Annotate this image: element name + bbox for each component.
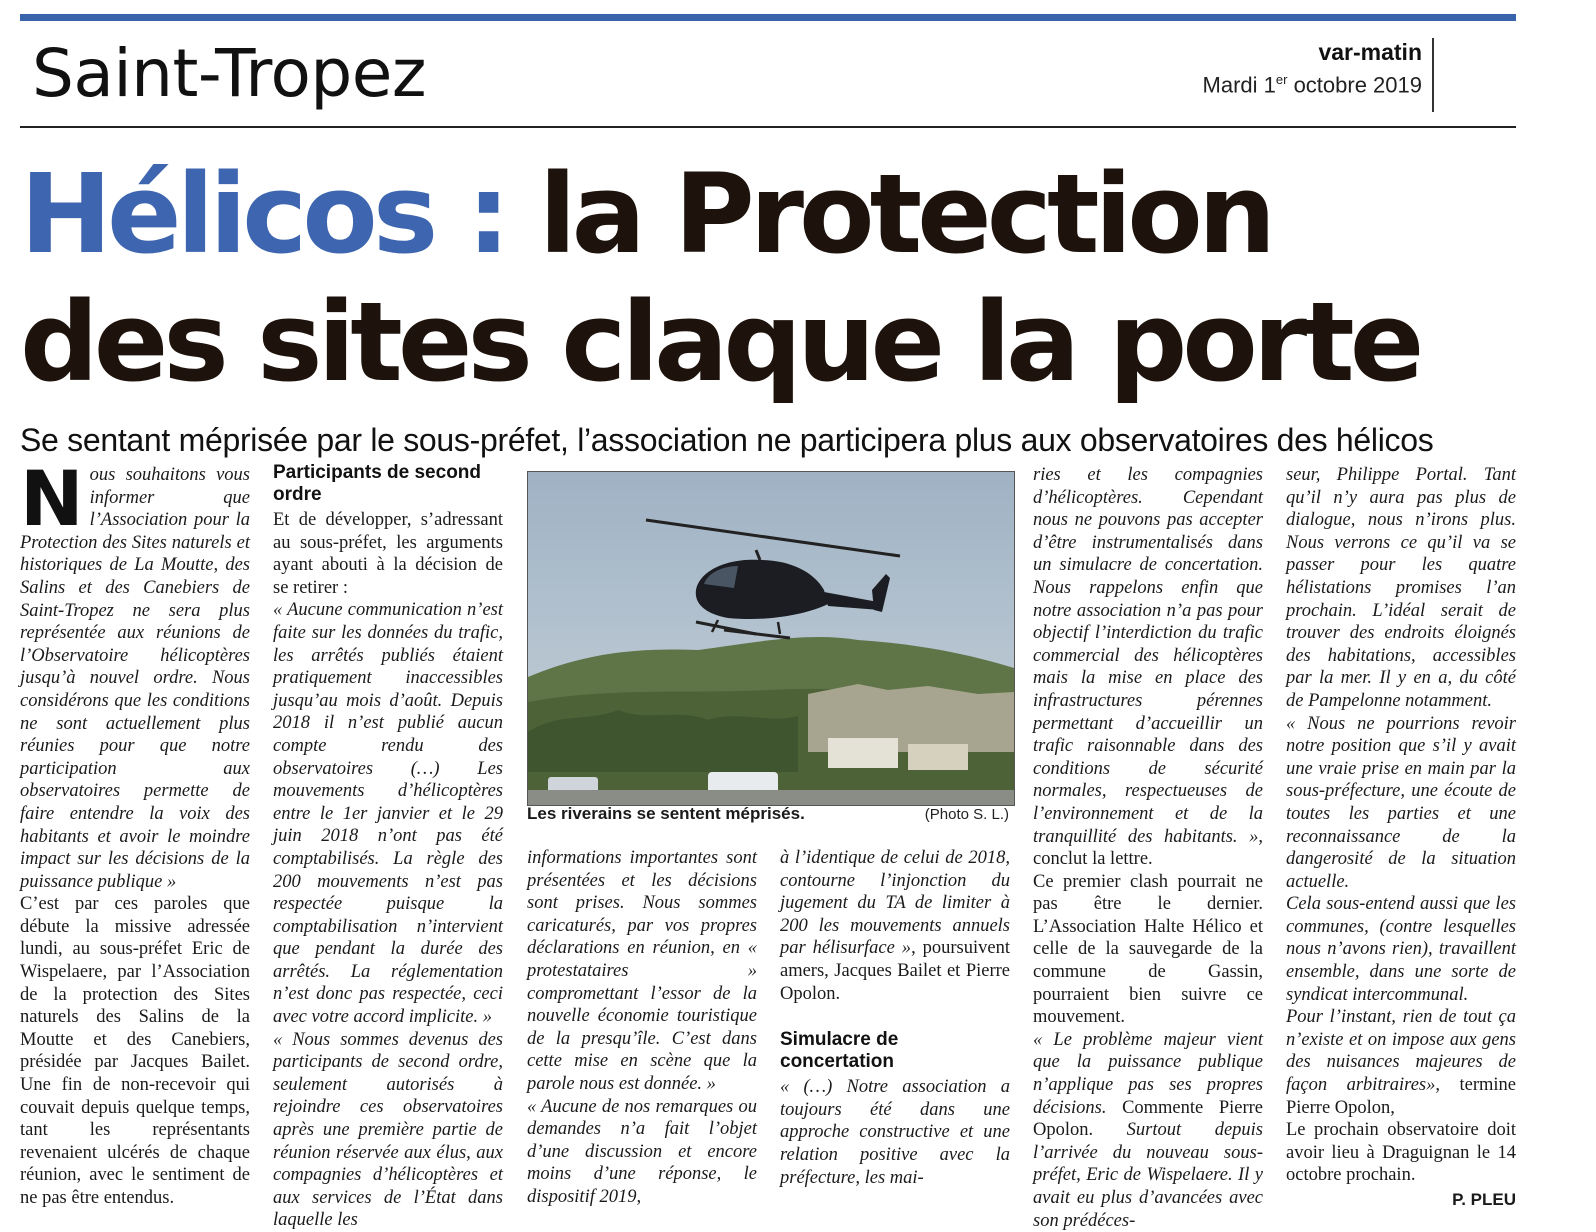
newspaper-name: var-matin <box>1318 39 1422 65</box>
headline-keyword: Hélicos : <box>20 150 506 278</box>
masthead <box>1203 38 1422 99</box>
article-column-4: à l’identique de celui de 2018, contourne l’injonction du jugement du TA de limiter à 200 les mouvements annuels par hélisurface », poursuivent amers, Jacques Bailet et Pierre Opolon. Simulacre de concertation « (…) Notre association a toujours été dans une approche constructive et une relation positive avec la préfecture, les mai- <box>780 848 1010 1188</box>
intertitle: Participants de second ordre <box>273 462 482 505</box>
drop-cap: N <box>20 454 84 543</box>
header-rule <box>20 126 1516 128</box>
intertitle: Simulacre de concertation <box>780 1029 899 1073</box>
photo-credit: (Photo S. L.) <box>924 806 1009 823</box>
article-column-1: N ous souhaitons vous informer que l’Association pour la Protection des Sites naturels et historiques de La Moutte, des Salins et des Canebiers de Saint-Tropez ne sera plus représentée aux réunions de l’Observatoire hélicoptères jusqu’à nouvel ordre. Nous considérons que les conditions ne sont actuellement plus réunies pour que notre participation aux observatoires permette de faire entendre la voix des habitants et avoir le moindre impact sur les décisions de la puissance publique » C’est par ces paroles que débute la missive adressée lundi, au sous-préfet Eric de Wispelaere, par l’Association de la protection des Sites naturels des Salins de la Moutte et des Canebiers, présidée par Jacques Bailet. Une fin de non-recevoir qui couvait depuis quelque temps, tant les représentants revenaient ulcérés de chaque réunion, avec le sentiment de ne pas être entendus. <box>20 454 250 1208</box>
caption-text: Les riverains se sentent méprisés. <box>527 804 805 823</box>
top-color-bar <box>20 14 1516 21</box>
article-column-3: informations importantes sont présentées et les décisions sont prises. Nous sommes caricaturés, par vos propres déclarations en réunion, en « protestataires » compromettant l’essor de la nouvelle économie touristique de la presqu’île. C’est dans cette mise en scène que la parole nous est donnée. » « Aucune de nos remarques ou demandes n’a fait l’objet d’une discussion et encore moins d’une réponse, le dispositif 2019, <box>527 848 757 1207</box>
article-column-5: ries et les compagnies d’hélicoptères. Cependant nous ne pouvons pas accepter d’être instrumentalisés dans un simulacre de concertation. Nous rappelons enfin que notre association n’a pas pour objectif l’interdiction du trafic commercial des hélicoptères mais la mise en place des infrastructures pérennes permettant d’accueillir un trafic raisonnable dans des conditions de sécurité normales, respectueuses de l’environnement et de la tranquillité des habitants. », conclut la lettre. Ce premier clash pourrait ne pas être le dernier. L’Association Halte Hélico et celle de la sauvegarde de la commune de Gassin, pourraient bien suivre ce mouvement. « Le problème majeur vient que la puissance publique n’applique pas ses propres décisions. Commente Pierre Opolon. Surtout depuis l’arrivée du nouveau sous-préfet, Eric de Wispelaere. Il y avait eu plus d’avancées avec son prédéces- <box>1033 465 1263 1231</box>
article-headline: Hélicos : la Protection des sites claque la porte <box>20 150 1420 406</box>
helicopter-photo <box>527 471 1015 806</box>
article-column-2: Participants de second ordre Et de développer, s’adressant au sous-préfet, les arguments ayant abouti à la décision de se retirer : « Aucune communication n’est faite sur les données du trafic, les arrêtés publiés étaient pratiquement inaccessibles jusqu’au mois d’août. Depuis 2018 il n’est publié aucun compte rendu des observatoires (…) Les mouvements d’hélicoptères entre le 1er janvier et le 29 juin 2018 n’ont pas été comptabilisés. La règle des 200 mouvements n’est pas respectée puisque la comptabilisation n’intervient que pendant la durée des arrêtés. La réglementation n’est donc pas respectée, ceci avec votre accord implicite. » « Nous sommes devenus des participants de second ordre, seulement autorisés à rejoindre ces observatoires après une première partie de réunion réservée aux élus, aux compagnies d’hélicoptères et aux services de l’État dans laquelle les <box>273 462 503 1231</box>
publication-date: Mardi 1er octobre 2019 <box>1202 72 1422 98</box>
photo-caption <box>527 803 1013 827</box>
author-byline: P. PLEU <box>1452 1190 1516 1209</box>
section-title: Saint-Tropez <box>32 35 426 112</box>
helicopter-illustration <box>528 472 1014 805</box>
masthead-divider <box>1432 38 1434 112</box>
article-subhead: Se sentant méprisée par le sous-préfet, l’association ne participera plus aux observatoires des hélicos <box>20 422 1434 458</box>
article-column-6: seur, Philippe Portal. Tant qu’il n’y aura pas plus de dialogue, nous n’irons plus. Nous verrons ce qu’il va se passer pour les quatre hélistations promises l’an prochain. L’idéal serait de trouver des endroits éloignés des habitations, accessibles par la mer. Il y en a, du côté de Pampelonne notamment. « Nous ne pourrions revoir notre position que s’il y avait une vraie prise en main par la sous-préfecture, une écoute de toutes les parties et une reconnaissance de la dangerosité de la situation actuelle. Cela sous-entend aussi que les communes, (contre lesquelles nous n’avons rien), travaillent ensemble, dans une sorte de syndicat intercommunal. Pour l’instant, rien de tout ça n’existe et on impose aux gens des nuisances majeures de façon arbitraires», termine Pierre Opolon, Le prochain observatoire doit avoir lieu à Draguignan le 14 octobre prochain. P. PLEU <box>1286 464 1516 1212</box>
